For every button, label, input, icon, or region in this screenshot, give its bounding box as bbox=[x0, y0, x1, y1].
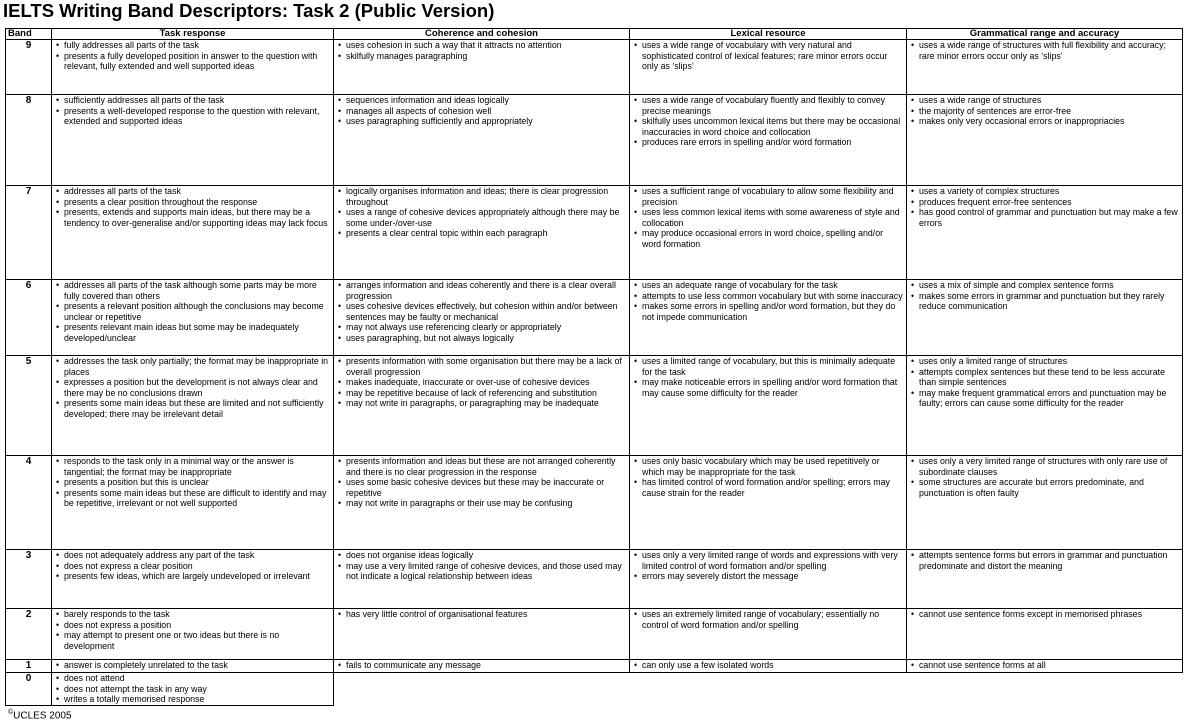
lexical-cell bbox=[630, 456, 907, 550]
descriptor-item: • presents information and ideas but these are not arranged coherently and there is no clear progression in the response bbox=[336, 456, 627, 477]
descriptor-item: • presents a fully developed position in answer to the question with relevant, fully extended and well supported ideas bbox=[54, 51, 331, 72]
grammar-cell bbox=[907, 40, 1183, 95]
descriptor-item: • addresses the task only partially; the format may be inappropriate in places bbox=[54, 356, 331, 377]
empty-cell bbox=[630, 673, 907, 706]
bullet-list bbox=[632, 95, 904, 148]
task-response-cell bbox=[52, 356, 334, 456]
band-number: 2 bbox=[6, 609, 52, 660]
descriptor-item: • presents a position but this is unclear bbox=[54, 477, 331, 488]
empty-cell bbox=[907, 673, 1183, 706]
bullet-list bbox=[632, 456, 904, 498]
empty-cell bbox=[334, 673, 630, 706]
lexical-cell bbox=[630, 356, 907, 456]
bullet-list bbox=[54, 609, 331, 651]
descriptor-item: • has limited control of word formation and/or spelling; errors may cause strain for the reader bbox=[632, 477, 904, 498]
descriptor-item: • uses cohesion in such a way that it attracts no attention bbox=[336, 40, 627, 51]
task-response-cell bbox=[52, 660, 334, 673]
bullet-list bbox=[632, 550, 904, 582]
bullet-list bbox=[54, 673, 331, 705]
descriptor-item: • does not express a position bbox=[54, 620, 331, 631]
grammar-cell bbox=[907, 660, 1183, 673]
descriptor-item: • does not organise ideas logically bbox=[336, 550, 627, 561]
coherence-cell bbox=[334, 95, 630, 186]
descriptor-item: • uses only a limited range of structures bbox=[909, 356, 1180, 367]
descriptor-item: • uses cohesive devices effectively, but cohesion within and/or between sentences may be faulty or mechanical bbox=[336, 301, 627, 322]
coherence-cell bbox=[334, 456, 630, 550]
bullet-list bbox=[54, 456, 331, 509]
lexical-cell bbox=[630, 40, 907, 95]
descriptor-item: • makes only very occasional errors or inappropriacies bbox=[909, 116, 1180, 127]
descriptor-item: • may not write in paragraphs or their use may be confusing bbox=[336, 498, 627, 509]
bullet-list bbox=[54, 95, 331, 127]
lexical-cell bbox=[630, 95, 907, 186]
descriptor-item: • presents, extends and supports main ideas, but there may be a tendency to over-generalise and/or supporting ideas may lack focus bbox=[54, 207, 331, 228]
lexical-cell bbox=[630, 280, 907, 356]
descriptor-item: • presents a well-developed response to the question with relevant, extended and supported ideas bbox=[54, 106, 331, 127]
bullet-list bbox=[336, 95, 627, 127]
descriptor-item: • makes some errors in grammar and punctuation but they rarely reduce communication bbox=[909, 291, 1180, 312]
bullet-list bbox=[909, 95, 1180, 127]
descriptor-item: • uses only a very limited range of words and expressions with very limited control of word formation and/or spelling bbox=[632, 550, 904, 571]
band-row-6 bbox=[6, 280, 1183, 356]
descriptor-item: • presents relevant main ideas but some may be inadequately developed/unclear bbox=[54, 322, 331, 343]
coherence-cell bbox=[334, 660, 630, 673]
band-number: 3 bbox=[6, 550, 52, 609]
grammar-cell bbox=[907, 95, 1183, 186]
header-band: Band bbox=[6, 29, 52, 40]
descriptor-item: • attempts complex sentences but these tend to be less accurate than simple sentences bbox=[909, 367, 1180, 388]
descriptor-item: • can only use a few isolated words bbox=[632, 660, 904, 671]
descriptor-item: • presents a clear central topic within each paragraph bbox=[336, 228, 627, 239]
descriptor-item: • sequences information and ideas logically bbox=[336, 95, 627, 106]
lexical-cell bbox=[630, 660, 907, 673]
descriptor-item: • skilfully manages paragraphing bbox=[336, 51, 627, 62]
grammar-cell bbox=[907, 456, 1183, 550]
descriptor-item: • responds to the task only in a minimal way or the answer is tangential; the format may be inappropriate bbox=[54, 456, 331, 477]
task-response-cell bbox=[52, 550, 334, 609]
task-response-cell bbox=[52, 95, 334, 186]
coherence-cell bbox=[334, 609, 630, 660]
task-response-cell bbox=[52, 456, 334, 550]
descriptor-item: • presents some main ideas but these are difficult to identify and may be repetitive, irrelevant or not well supported bbox=[54, 488, 331, 509]
bullet-list bbox=[54, 280, 331, 344]
task-response-cell bbox=[52, 40, 334, 95]
band-row-1 bbox=[6, 660, 1183, 673]
descriptor-item: • attempts to use less common vocabulary but with some inaccuracy bbox=[632, 291, 904, 302]
band-number: 9 bbox=[6, 40, 52, 95]
bullet-list bbox=[336, 456, 627, 509]
descriptor-item: • arranges information and ideas coherently and there is a clear overall progression bbox=[336, 280, 627, 301]
descriptor-item: • uses less common lexical items with some awareness of style and collocation bbox=[632, 207, 904, 228]
band-row-9 bbox=[6, 40, 1183, 95]
descriptor-item: • may make noticeable errors in spelling and/or word formation that may cause some difficulty for the reader bbox=[632, 377, 904, 398]
descriptor-item: • makes some errors in spelling and/or word formation, but they do not impede communication bbox=[632, 301, 904, 322]
bullet-list bbox=[632, 660, 904, 671]
copyright-footer bbox=[8, 707, 72, 722]
descriptor-item: • barely responds to the task bbox=[54, 609, 331, 620]
band-row-8 bbox=[6, 95, 1183, 186]
descriptor-item: • uses a variety of complex structures bbox=[909, 186, 1180, 197]
descriptor-item: • some structures are accurate but errors predominate, and punctuation is often faulty bbox=[909, 477, 1180, 498]
band-number: 0 bbox=[6, 673, 52, 706]
header-task-response: Task response bbox=[52, 29, 334, 40]
descriptor-item: • uses a wide range of structures with full flexibility and accuracy; rare minor errors occur only as ‘slips’ bbox=[909, 40, 1180, 61]
bullet-list bbox=[909, 660, 1180, 671]
descriptor-item: • the majority of sentences are error-free bbox=[909, 106, 1180, 117]
descriptor-item: • uses only basic vocabulary which may be used repetitively or which may be inappropriate for the task bbox=[632, 456, 904, 477]
band-row-5 bbox=[6, 356, 1183, 456]
grammar-cell bbox=[907, 186, 1183, 280]
descriptor-item: • uses paragraphing, but not always logically bbox=[336, 333, 627, 344]
descriptor-item: • presents few ideas, which are largely undeveloped or irrelevant bbox=[54, 571, 331, 582]
coherence-cell bbox=[334, 186, 630, 280]
header-coherence-cohesion: Coherence and cohesion bbox=[334, 29, 630, 40]
page-title: IELTS Writing Band Descriptors: Task 2 (Public Version) bbox=[3, 0, 495, 21]
descriptor-item: • uses an adequate range of vocabulary for the task bbox=[632, 280, 904, 291]
band-row-0 bbox=[6, 673, 1183, 706]
descriptor-item: • uses a sufficient range of vocabulary to allow some flexibility and precision bbox=[632, 186, 904, 207]
descriptor-item: • uses a wide range of vocabulary fluently and flexibly to convey precise meanings bbox=[632, 95, 904, 116]
header-grammatical-range: Grammatical range and accuracy bbox=[907, 29, 1183, 40]
descriptor-item: • uses a wide range of structures bbox=[909, 95, 1180, 106]
descriptor-item: • uses a mix of simple and complex sentence forms bbox=[909, 280, 1180, 291]
descriptor-item: • fully addresses all parts of the task bbox=[54, 40, 331, 51]
coherence-cell bbox=[334, 550, 630, 609]
band-number: 4 bbox=[6, 456, 52, 550]
bullet-list bbox=[632, 356, 904, 398]
descriptor-item: • does not express a clear position bbox=[54, 561, 331, 572]
descriptor-item: • has very little control of organisational features bbox=[336, 609, 627, 620]
band-row-3 bbox=[6, 550, 1183, 609]
descriptor-item: • cannot use sentence forms at all bbox=[909, 660, 1180, 671]
descriptor-item: • may not write in paragraphs, or paragraphing may be inadequate bbox=[336, 398, 627, 409]
lexical-cell bbox=[630, 186, 907, 280]
descriptor-item: • does not attempt the task in any way bbox=[54, 684, 331, 695]
bullet-list bbox=[632, 609, 904, 630]
band-number: 1 bbox=[6, 660, 52, 673]
grammar-cell bbox=[907, 609, 1183, 660]
descriptor-item: • may be repetitive because of lack of referencing and substitution bbox=[336, 388, 627, 399]
lexical-cell bbox=[630, 609, 907, 660]
coherence-cell bbox=[334, 40, 630, 95]
descriptor-item: • does not attend bbox=[54, 673, 331, 684]
descriptor-item: • addresses all parts of the task although some parts may be more fully covered than others bbox=[54, 280, 331, 301]
task-response-cell bbox=[52, 609, 334, 660]
bullet-list bbox=[909, 550, 1180, 571]
descriptor-item: • may attempt to present one or two ideas but there is no development bbox=[54, 630, 331, 651]
descriptor-item: • addresses all parts of the task bbox=[54, 186, 331, 197]
descriptor-item: • uses paragraphing sufficiently and appropriately bbox=[336, 116, 627, 127]
descriptor-item: • produces frequent error-free sentences bbox=[909, 197, 1180, 208]
descriptor-item: • uses some basic cohesive devices but these may be inaccurate or repetitive bbox=[336, 477, 627, 498]
descriptor-item: • uses an extremely limited range of vocabulary; essentially no control of word formation and/or spelling bbox=[632, 609, 904, 630]
descriptor-item: • presents some main ideas but these are limited and not sufficiently developed; there may be irrelevant detail bbox=[54, 398, 331, 419]
descriptor-item: • expresses a position but the development is not always clear and there may be no conclusions drawn bbox=[54, 377, 331, 398]
descriptor-item: • logically organises information and ideas; there is clear progression throughout bbox=[336, 186, 627, 207]
descriptor-item: • does not adequately address any part of the task bbox=[54, 550, 331, 561]
descriptor-item: • cannot use sentence forms except in memorised phrases bbox=[909, 609, 1180, 620]
bullet-list bbox=[54, 186, 331, 228]
descriptor-item: • errors may severely distort the message bbox=[632, 571, 904, 582]
grammar-cell bbox=[907, 280, 1183, 356]
bullet-list bbox=[336, 186, 627, 239]
descriptor-item: • uses a range of cohesive devices appropriately although there may be some under-/over-use bbox=[336, 207, 627, 228]
coherence-cell bbox=[334, 280, 630, 356]
band-row-4 bbox=[6, 456, 1183, 550]
descriptor-item: • fails to communicate any message bbox=[336, 660, 627, 671]
descriptor-item: • manages all aspects of cohesion well bbox=[336, 106, 627, 117]
descriptor-item: • has good control of grammar and punctuation but may make a few errors bbox=[909, 207, 1180, 228]
grammar-cell bbox=[907, 356, 1183, 456]
bullet-list bbox=[909, 456, 1180, 498]
bullet-list bbox=[336, 280, 627, 344]
bullet-list bbox=[632, 280, 904, 322]
descriptor-item: • answer is completely unrelated to the task bbox=[54, 660, 331, 671]
descriptor-item: • presents information with some organisation but there may be a lack of overall progression bbox=[336, 356, 627, 377]
descriptor-item: • may produce occasional errors in word choice, spelling and/or word formation bbox=[632, 228, 904, 249]
descriptor-item: • produces rare errors in spelling and/or word formation bbox=[632, 137, 904, 148]
bullet-list bbox=[336, 550, 627, 582]
bullet-list bbox=[909, 280, 1180, 312]
copyright-text: UCLES 2005 bbox=[13, 710, 72, 722]
bullet-list bbox=[336, 609, 627, 620]
band-number: 7 bbox=[6, 186, 52, 280]
bullet-list bbox=[909, 356, 1180, 409]
bullet-list bbox=[336, 40, 627, 61]
bullet-list bbox=[336, 660, 627, 671]
header-row bbox=[6, 29, 1183, 40]
band-row-7 bbox=[6, 186, 1183, 280]
descriptor-item: • presents a relevant position although the conclusions may become unclear or repetitive bbox=[54, 301, 331, 322]
descriptor-item: • makes inadequate, inaccurate or over-use of cohesive devices bbox=[336, 377, 627, 388]
descriptor-item: • uses a limited range of vocabulary, but this is minimally adequate for the task bbox=[632, 356, 904, 377]
copyright-symbol: © bbox=[8, 709, 14, 716]
descriptor-item: • presents a clear position throughout the response bbox=[54, 197, 331, 208]
task-response-cell bbox=[52, 280, 334, 356]
band-number: 5 bbox=[6, 356, 52, 456]
descriptor-item: • may use a very limited range of cohesive devices, and those used may not indicate a logical relationship between ideas bbox=[336, 561, 627, 582]
task-response-cell bbox=[52, 186, 334, 280]
descriptor-item: • attempts sentence forms but errors in grammar and punctuation predominate and distort the meaning bbox=[909, 550, 1180, 571]
header-lexical-resource: Lexical resource bbox=[630, 29, 907, 40]
descriptor-item: • uses only a very limited range of structures with only rare use of subordinate clauses bbox=[909, 456, 1180, 477]
bullet-list bbox=[54, 40, 331, 72]
bullet-list bbox=[909, 609, 1180, 620]
bullet-list bbox=[909, 40, 1180, 61]
descriptor-item: • sufficiently addresses all parts of the task bbox=[54, 95, 331, 106]
bullet-list bbox=[632, 186, 904, 250]
bullet-list bbox=[909, 186, 1180, 228]
zero-band-cell bbox=[52, 673, 334, 706]
descriptor-item: • may not always use referencing clearly or appropriately bbox=[336, 322, 627, 333]
bullet-list bbox=[54, 356, 331, 420]
bullet-list bbox=[336, 356, 627, 409]
bullet-list bbox=[632, 40, 904, 72]
bullet-list bbox=[54, 550, 331, 582]
bullet-list bbox=[54, 660, 331, 671]
descriptor-item: • uses a wide range of vocabulary with very natural and sophisticated control of lexical features; rare minor errors occur only as ‘slips’ bbox=[632, 40, 904, 72]
band-row-2 bbox=[6, 609, 1183, 660]
descriptor-item: • skilfully uses uncommon lexical items but there may be occasional inaccuracies in word choice and collocation bbox=[632, 116, 904, 137]
descriptor-item: • may make frequent grammatical errors and punctuation may be faulty; errors can cause some difficulty for the reader bbox=[909, 388, 1180, 409]
band-number: 6 bbox=[6, 280, 52, 356]
coherence-cell bbox=[334, 356, 630, 456]
lexical-cell bbox=[630, 550, 907, 609]
band-descriptors-table bbox=[5, 28, 1183, 706]
grammar-cell bbox=[907, 550, 1183, 609]
band-number: 8 bbox=[6, 95, 52, 186]
descriptor-item: • writes a totally memorised response bbox=[54, 694, 331, 705]
